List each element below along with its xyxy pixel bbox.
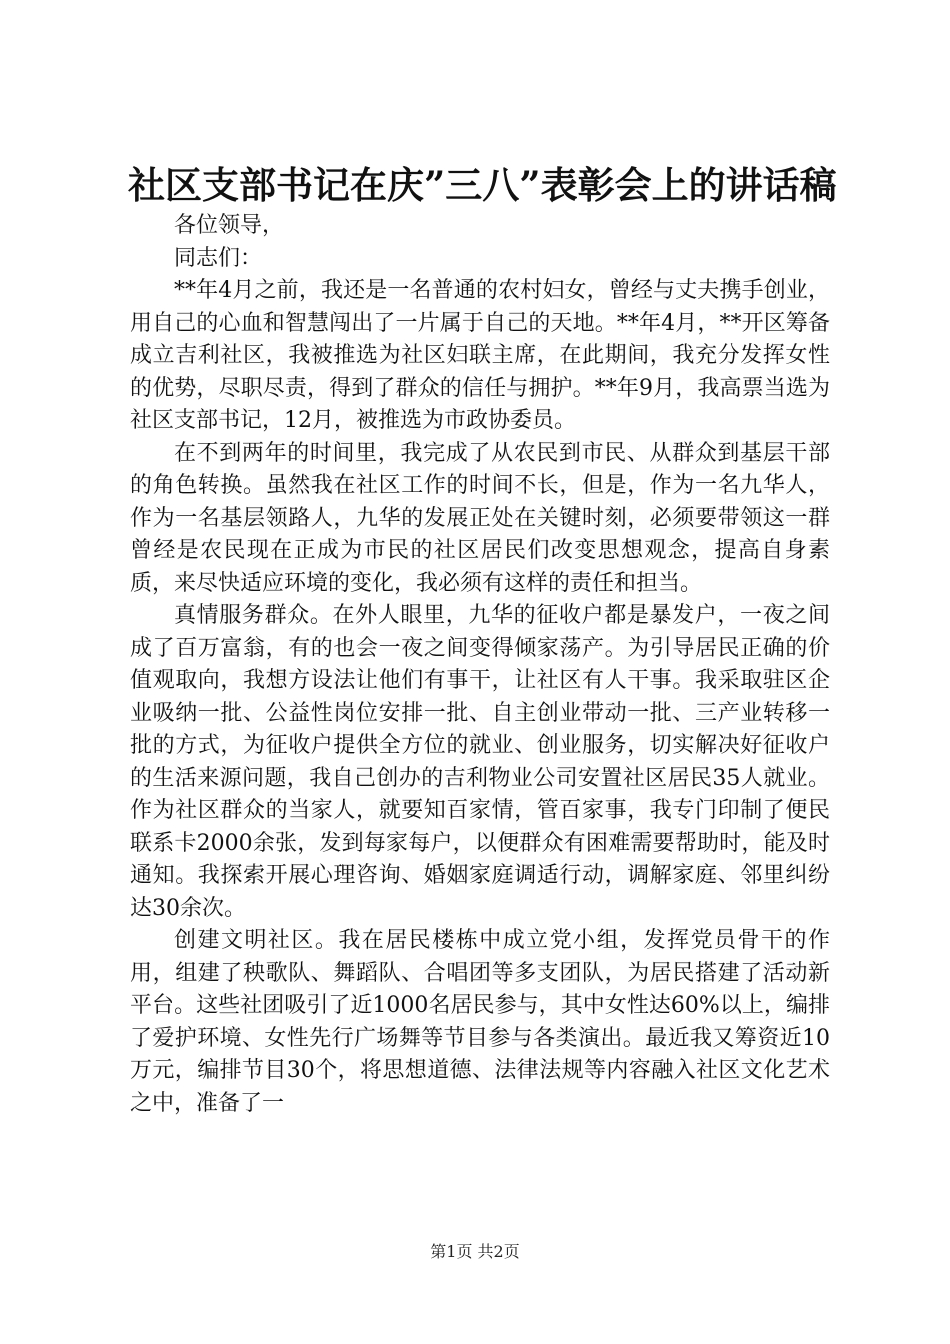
page-footer: 第1页 共2页: [430, 1242, 520, 1261]
salutation-comrades: 同志们：: [174, 245, 263, 271]
body-paragraph: **年4月之前，我还是一名普通的农村妇女，曾经与丈夫携手创业，用自己的心血和智慧闯出了一片属于自己的天地。**年4月，**开区筹备成立吉利社区，我被推选为社区妇联主席，在此期间，我充分发挥女性的优势，尽职尽责，得到了群众的信任与拥护。**年9月，我高票当选为社区支部书记，12月，被推选为市政协委员。: [130, 278, 830, 433]
body-paragraph: 创建文明社区。我在居民楼栋中成立党小组，发挥党员骨干的作用，组建了秧歌队、舞蹈队、合唱团等多支团队，为居民搭建了活动新平台。这些社团吸引了近1000名居民参与，其中女性达60%以上，编排了爱护环境、女性先行广场舞等节目参与各类演出。最近我又筹资近10万元，编排节目30个，将思想道德、法律法规等内容融入社区文化艺术之中，准备了一: [130, 928, 830, 1116]
body-paragraph: 真情服务群众。在外人眼里，九华的征收户都是暴发户，一夜之间成了百万富翁，有的也会一夜之间变得倾家荡产。为引导居民正确的价值观取向，我想方设法让他们有事干，让社区有人干事。我采取驻区企业吸纳一批、公益性岗位安排一批、自主创业带动一批、三产业转移一批的方式，为征收户提供全方位的就业、创业服务，切实解决好征收户的生活来源问题，我自己创办的吉利物业公司安置社区居民35人就业。作为社区群众的当家人，就要知百家情，管百家事，我专门印制了便民联系卡2000余张，发到每家每户，以便群众有困难需要帮助时，能及时通知。我探索开展心理咨询、婚姻家庭调适行动，调解家庭、邻里纠纷达30余次。: [130, 603, 830, 921]
body-paragraph: 在不到两年的时间里，我完成了从农民到市民、从群众到基层干部的角色转换。虽然我在社区工作的时间不长，但是，作为一名九华人，作为一名基层领路人，九华的发展正处在关键时刻，必须要带领这一群曾经是农民现在正成为市民的社区居民们改变思想观念，提高自身素质，来尽快适应环境的变化，我必须有这样的责任和担当。: [130, 440, 830, 596]
document-body: [130, 210, 830, 1120]
document-title: 社区支部书记在庆”三八”表彰会上的讲话稿: [128, 163, 837, 207]
salutation-leaders: 各位领导，: [174, 213, 285, 238]
